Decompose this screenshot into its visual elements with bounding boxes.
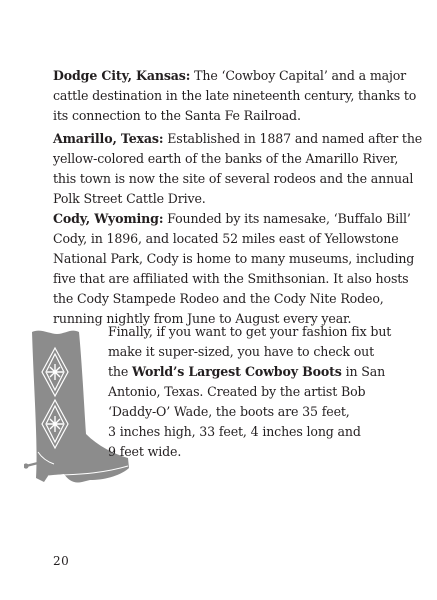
paragraph-line: National Park, Cody is home to many museums, including <box>53 251 415 266</box>
paragraph-line: 3 inches high, 33 feet, 4 inches long and <box>108 424 361 439</box>
paragraph-cowboy-boots <box>108 322 408 462</box>
paragraph-line: running nightly from June to August every year. <box>53 311 352 326</box>
paragraph-line: yellow-colored earth of the banks of the Amarillo River, <box>53 151 399 166</box>
paragraph-line: cattle destination in the late nineteenth century, thanks to <box>53 88 417 103</box>
paragraph-line: its connection to the Santa Fe Railroad. <box>53 108 301 123</box>
paragraph-line: Amarillo, Texas: Established in 1887 and named after the <box>53 131 423 146</box>
paragraph-line: Cody, in 1896, and located 52 miles east of Yellowstone <box>53 231 399 246</box>
paragraph-amarillo <box>53 129 423 209</box>
paragraph-line: the Cody Stampede Rodeo and the Cody Nite Rodeo, <box>53 291 384 306</box>
paragraph-line: the World’s Largest Cowboy Boots in San <box>108 364 386 379</box>
paragraph-dodge-city <box>53 66 417 126</box>
paragraph-line: Cody, Wyoming: Founded by its namesake, ‘Buffalo Bill’ <box>53 211 411 226</box>
paragraph-heading: Dodge City, Kansas: <box>53 68 191 83</box>
paragraph-heading: Amarillo, Texas: <box>53 131 164 146</box>
paragraph-line: this town is now the site of several rodeos and the annual <box>53 171 414 186</box>
paragraph-line: Finally, if you want to get your fashion fix but <box>108 324 392 339</box>
highlight-text: World’s Largest Cowboy Boots <box>132 364 342 379</box>
paragraph-line: ‘Daddy-O’ Wade, the boots are 35 feet, <box>108 404 350 419</box>
paragraph-cody <box>53 209 415 329</box>
paragraph-line: Antonio, Texas. Created by the artist Bob <box>108 384 366 399</box>
paragraph-line: five that are affiliated with the Smithsonian. It also hosts <box>53 271 409 286</box>
page-number: 20 <box>53 554 70 568</box>
paragraph-line: Dodge City, Kansas: The ‘Cowboy Capital’ and a major <box>53 68 407 83</box>
paragraph-line: 9 feet wide. <box>108 444 182 459</box>
paragraph-heading: Cody, Wyoming: <box>53 211 164 226</box>
paragraph-line: Polk Street Cattle Drive. <box>53 191 206 206</box>
paragraph-line: make it super-sized, you have to check out <box>108 344 375 359</box>
